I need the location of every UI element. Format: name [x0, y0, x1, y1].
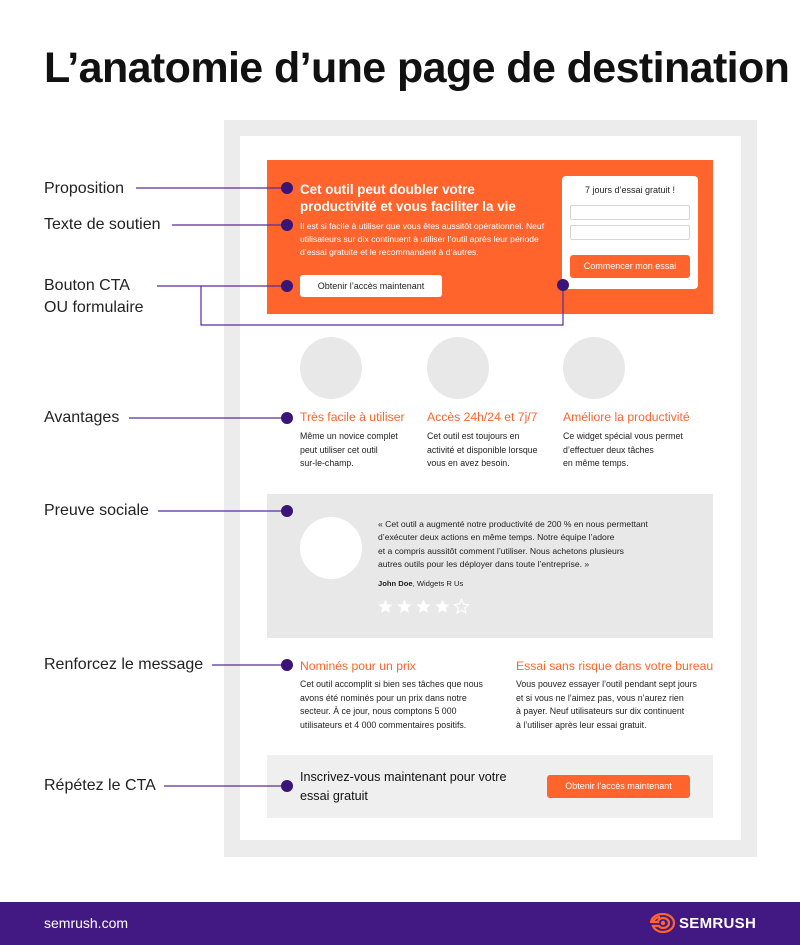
star-filled-icon — [396, 598, 413, 615]
repeat-cta-button[interactable]: Obtenir l’accès maintenant — [547, 775, 690, 798]
label-benefits: Avantages — [44, 409, 120, 426]
reinforce-title-1: Nominés pour un prix — [300, 659, 416, 673]
star-filled-icon — [434, 598, 451, 615]
footer-url[interactable]: semrush.com — [44, 915, 129, 931]
star-filled-icon — [415, 598, 432, 615]
semrush-logo — [649, 912, 756, 934]
start-trial-button[interactable]: Commencer mon essai — [570, 255, 690, 278]
reinforce-text-1: Cet outil accomplit si bien ses tâches que nous avons été nominés pour un prix dans notre secteur. À ce jour, nous comptons 5 000 utilisateurs et 4 000 commentaires positifs. — [300, 679, 483, 730]
benefit-title-3: Améliore la productivité — [563, 410, 690, 424]
repeat-cta-text: Inscrivez-vous maintenant pour votre essai gratuit — [300, 770, 507, 803]
benefit-image-2 — [427, 337, 489, 399]
label-reinforce: Renforcez le message — [44, 656, 204, 673]
form-input-2[interactable] — [570, 225, 690, 240]
page-title: L’anatomie d’une page de destination — [44, 44, 790, 92]
label-social-proof: Preuve sociale — [44, 502, 149, 519]
star-empty-icon — [453, 598, 470, 615]
benefit-image-3 — [563, 337, 625, 399]
reinforce-text-2: Vous pouvez essayer l’outil pendant sept jours et si vous ne l’aimez pas, vous n’aurez rien à payer. Neuf utilisateurs sur dix continuent à l’utiliser après leur essai gratuit. — [516, 679, 697, 730]
benefit-text-3: Ce widget spécial vous permet d’effectuer deux tâches en même temps. — [563, 431, 683, 468]
benefit-text-2: Cet outil est toujours en activité et disponible lorsque vous en avez besoin. — [427, 431, 538, 468]
avatar — [300, 517, 362, 579]
semrush-wordmark: SEMRUSH — [679, 914, 757, 932]
label-cta: Bouton CTA OU formulaire — [44, 277, 144, 316]
reinforce-title-2: Essai sans risque dans votre bureau — [516, 659, 714, 673]
label-supporting-text: Texte de soutien — [44, 216, 161, 233]
benefit-title-1: Très facile à utiliser — [300, 410, 405, 424]
testimonial-quote: « Cet outil a augmenté notre productivité de 200 % en nous permettant d’exécuter deux actions en même temps. Notre équipe l’adore et a compris aussitôt comment l’utiliser. Nous achetons plusieurs autres outils pour les déployer dans toute l’entreprise. » — [378, 519, 648, 570]
form-input-1[interactable] — [570, 205, 690, 220]
label-proposition: Proposition — [44, 180, 125, 197]
hero-cta-button[interactable]: Obtenir l’accès maintenant — [300, 275, 442, 297]
benefit-image-1 — [300, 337, 362, 399]
star-rating — [377, 598, 470, 616]
hero-headline: Cet outil peut doubler votre productivité et vous faciliter la vie — [300, 182, 516, 214]
star-filled-icon — [377, 598, 394, 615]
label-repeat-cta: Répétez le CTA — [44, 777, 156, 794]
benefit-title-2: Accès 24h/24 et 7j/7 — [427, 410, 538, 424]
benefit-text-1: Même un novice complet peut utiliser cet outil sur-le-champ. — [300, 431, 398, 468]
semrush-flame-icon — [649, 913, 675, 933]
testimonial-author: John Doe, Widgets R Us — [378, 579, 464, 588]
hero-supporting-text: Il est si facile à utiliser que vous êtes aussitôt opérationnel. Neuf utilisateurs sur dix continuent à utiliser l’outil après leur période d’essai gratuite et le recommandent à d’autres. — [300, 221, 545, 257]
trial-form-title: 7 jours d’essai gratuit ! — [584, 185, 676, 195]
